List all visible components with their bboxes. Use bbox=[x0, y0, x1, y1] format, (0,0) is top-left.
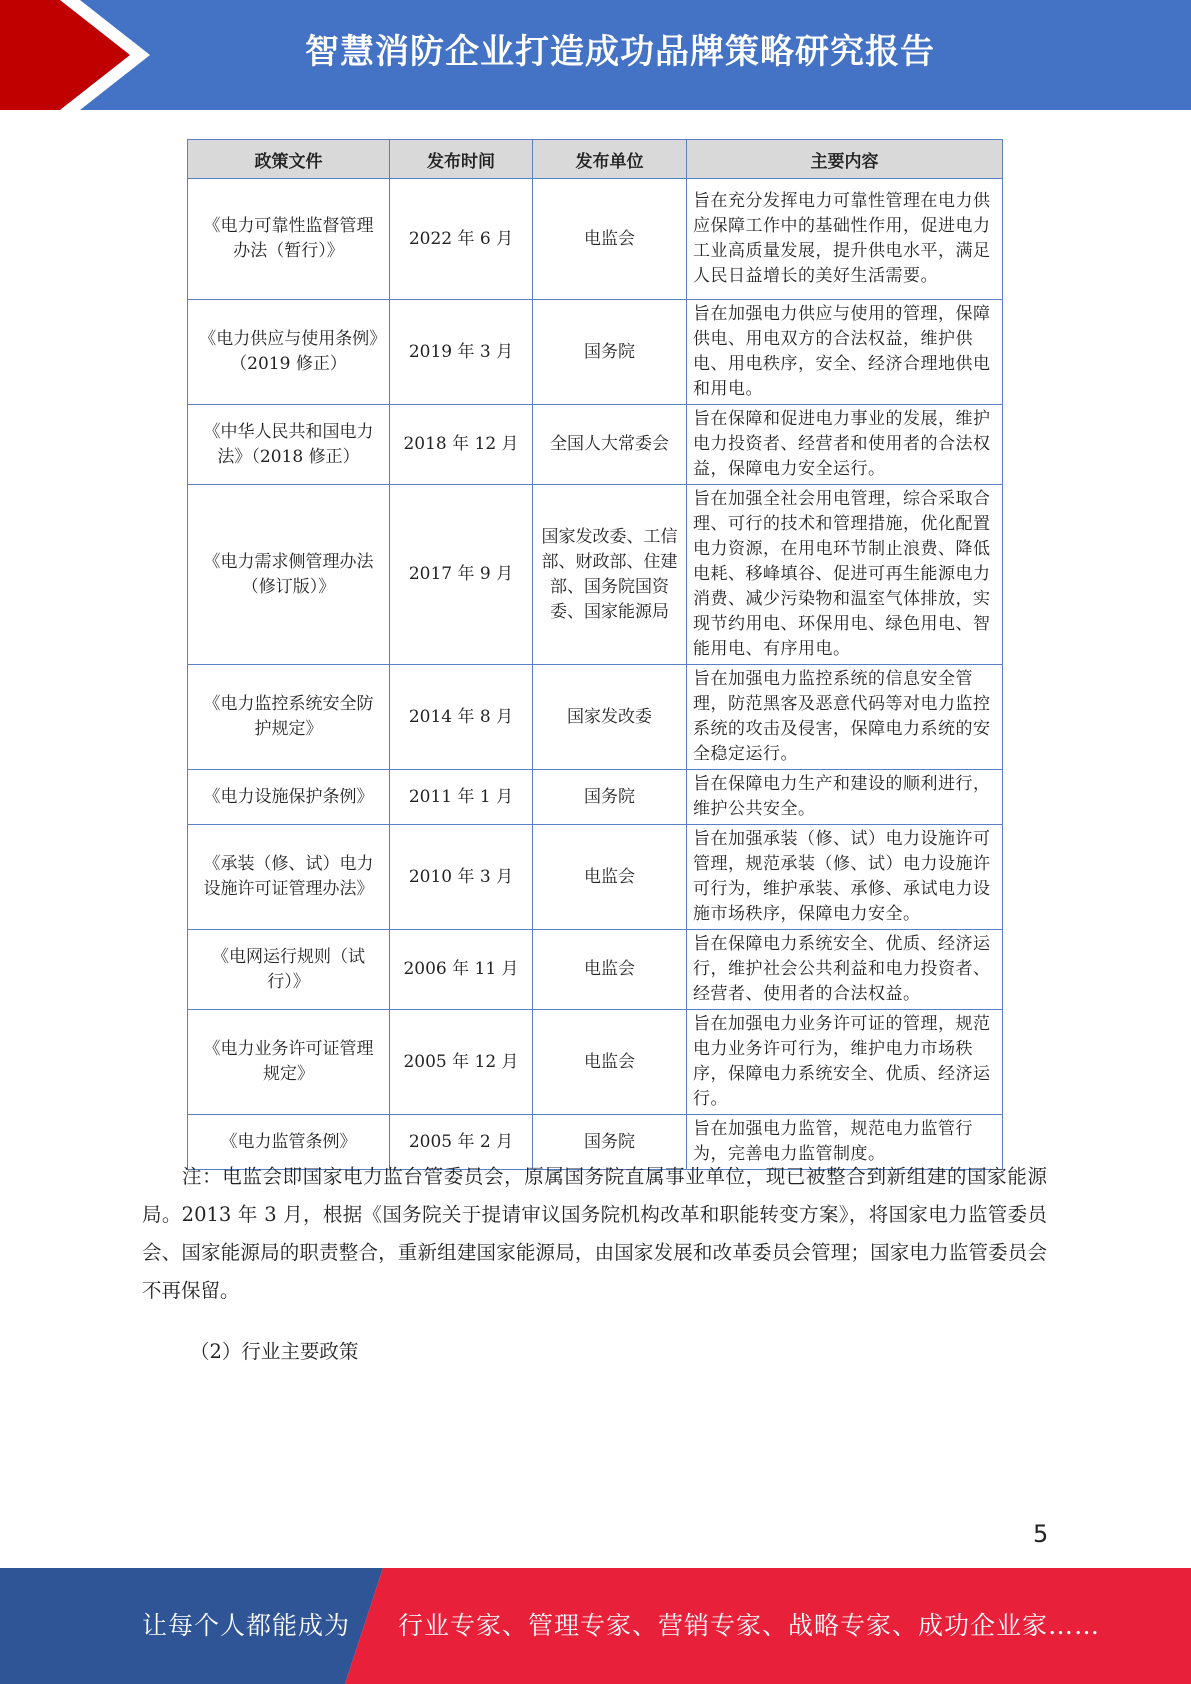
cell-content: 旨在保障电力生产和建设的顺利进行，维护公共安全。 bbox=[687, 770, 1003, 825]
table-row bbox=[188, 179, 1003, 300]
policy-table bbox=[187, 139, 1003, 1170]
table-row bbox=[188, 1010, 1003, 1115]
footer-slogan-right: 行业专家、管理专家、营销专家、战略专家、成功企业家…… bbox=[398, 1611, 1101, 1640]
cell-content: 旨在加强全社会用电管理，综合采取合理、可行的技术和管理措施，优化配置电力资源，在用电环节制止浪费、降低电耗、移峰填谷、促进可再生能源电力消费、减少污染物和温室气体排放，实现节约用电、环保用电、绿色用电、智能用电、有序用电。 bbox=[687, 485, 1003, 665]
cell-date: 2005 年 12 月 bbox=[390, 1010, 533, 1115]
cell-unit: 电监会 bbox=[533, 1010, 687, 1115]
cell-unit: 国务院 bbox=[533, 770, 687, 825]
table-row bbox=[188, 930, 1003, 1010]
column-header-content: 主要内容 bbox=[687, 140, 1003, 179]
policy-table-container bbox=[187, 139, 1002, 1170]
section-subheading: （2）行业主要政策 bbox=[190, 1340, 359, 1363]
table-row bbox=[188, 770, 1003, 825]
cell-date: 2014 年 8 月 bbox=[390, 665, 533, 770]
cell-content: 旨在加强承装（修、试）电力设施许可管理，规范承装（修、试）电力设施许可行为，维护承装、承修、承试电力设施市场秩序，保障电力安全。 bbox=[687, 825, 1003, 930]
footer-banner bbox=[0, 1568, 1191, 1684]
cell-unit: 全国人大常委会 bbox=[533, 405, 687, 485]
cell-document: 《电力监控系统安全防护规定》 bbox=[188, 665, 390, 770]
cell-date: 2017 年 9 月 bbox=[390, 485, 533, 665]
cell-document: 《电网运行规则（试行）》 bbox=[188, 930, 390, 1010]
cell-content: 旨在加强电力监管，规范电力监管行为，完善电力监管制度。 bbox=[687, 1115, 1003, 1170]
cell-content: 旨在保障和促进电力事业的发展，维护电力投资者、经营者和使用者的合法权益，保障电力安全运行。 bbox=[687, 405, 1003, 485]
cell-content: 旨在加强电力监控系统的信息安全管理，防范黑客及恶意代码等对电力监控系统的攻击及侵害，保障电力系统的安全稳定运行。 bbox=[687, 665, 1003, 770]
cell-document: 《电力监管条例》 bbox=[188, 1115, 390, 1170]
table-row bbox=[188, 825, 1003, 930]
cell-content: 旨在保障电力系统安全、优质、经济运行，维护社会公共利益和电力投资者、经营者、使用者的合法权益。 bbox=[687, 930, 1003, 1010]
cell-unit: 电监会 bbox=[533, 825, 687, 930]
table-row bbox=[188, 665, 1003, 770]
table-row bbox=[188, 300, 1003, 405]
column-header-document: 政策文件 bbox=[188, 140, 390, 179]
cell-date: 2018 年 12 月 bbox=[390, 405, 533, 485]
header-banner bbox=[0, 0, 1191, 110]
cell-date: 2022 年 6 月 bbox=[390, 179, 533, 300]
cell-content: 旨在加强电力业务许可证的管理，规范电力业务许可行为，维护电力市场秩序，保障电力系统安全、优质、经济运行。 bbox=[687, 1010, 1003, 1115]
cell-content: 旨在加强电力供应与使用的管理，保障供电、用电双方的合法权益，维护供电、用电秩序，安全、经济合理地供电和用电。 bbox=[687, 300, 1003, 405]
cell-date: 2011 年 1 月 bbox=[390, 770, 533, 825]
cell-unit: 国家发改委、工信部、财政部、住建部、国务院国资委、国家能源局 bbox=[533, 485, 687, 665]
cell-document: 《电力业务许可证管理规定》 bbox=[188, 1010, 390, 1115]
table-row bbox=[188, 405, 1003, 485]
cell-document: 《承装（修、试）电力设施许可证管理办法》 bbox=[188, 825, 390, 930]
cell-document: 《电力需求侧管理办法（修订版）》 bbox=[188, 485, 390, 665]
cell-date: 2010 年 3 月 bbox=[390, 825, 533, 930]
cell-unit: 国务院 bbox=[533, 1115, 687, 1170]
cell-document: 《电力可靠性监督管理办法（暂行）》 bbox=[188, 179, 390, 300]
cell-unit: 电监会 bbox=[533, 930, 687, 1010]
cell-date: 2019 年 3 月 bbox=[390, 300, 533, 405]
footer-slogan-left: 让每个人都能成为 bbox=[142, 1611, 351, 1640]
cell-unit: 国家发改委 bbox=[533, 665, 687, 770]
cell-date: 2006 年 11 月 bbox=[390, 930, 533, 1010]
cell-document: 《中华人民共和国电力法》（2018 修正） bbox=[188, 405, 390, 485]
cell-content: 旨在充分发挥电力可靠性管理在电力供应保障工作中的基础性作用，促进电力工业高质量发展，提升供电水平，满足人民日益增长的美好生活需要。 bbox=[687, 179, 1003, 300]
column-header-unit: 发布单位 bbox=[533, 140, 687, 179]
cell-date: 2005 年 2 月 bbox=[390, 1115, 533, 1170]
table-row bbox=[188, 485, 1003, 665]
column-header-date: 发布时间 bbox=[390, 140, 533, 179]
report-title: 智慧消防企业打造成功品牌策略研究报告 bbox=[305, 32, 935, 72]
cell-document: 《电力设施保护条例》 bbox=[188, 770, 390, 825]
page-number: 5 bbox=[1033, 1520, 1049, 1548]
cell-unit: 国务院 bbox=[533, 300, 687, 405]
cell-document: 《电力供应与使用条例》（2019 修正） bbox=[188, 300, 390, 405]
note-paragraph: 注：电监会即国家电力监台管委员会，原属国务院直属事业单位，现已被整合到新组建的国家能源局。2013 年 3 月，根据《国务院关于提请审议国务院机构改革和职能转变方案》，将国家电力监管委员会、国家能源局的职责整合，重新组建国家能源局，由国家发展和改革委员会管理；国家电力监管委员会不再保留。 bbox=[142, 1165, 1047, 1302]
table-header-row bbox=[188, 140, 1003, 179]
header-arrow-decoration bbox=[0, 0, 160, 110]
cell-unit: 电监会 bbox=[533, 179, 687, 300]
